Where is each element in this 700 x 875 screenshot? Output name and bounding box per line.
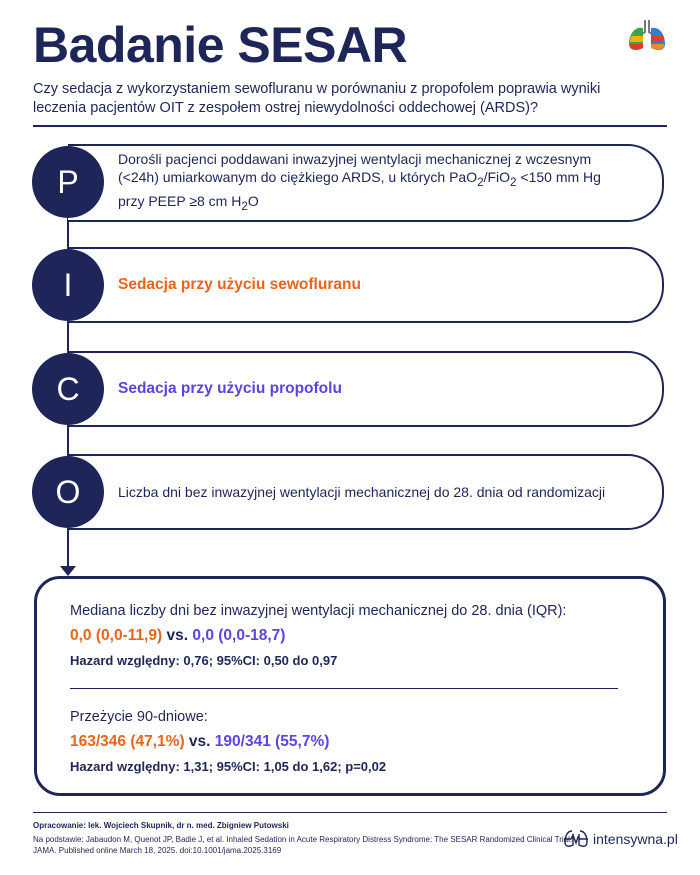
vfd-hazard-ratio: Hazard względny: 0,76; 95%CI: 0,50 do 0,97 <box>70 653 338 668</box>
research-question: Czy sedacja z wykorzystaniem sewofluranu w porównaniu z propofolem poprawia wyniki leczenia pacjentów OIT z zespołem ostrej niewydolności oddechowej (ARDS)? <box>33 81 601 116</box>
survival-propofol-value: 190/341 (55,7%) <box>214 733 330 750</box>
survival-sevoflurane-value: 163/346 (47,1%) <box>70 733 185 750</box>
vs-label: vs. <box>166 627 189 644</box>
vfd-propofol-value: 0,0 (0,0-18,7) <box>192 627 286 644</box>
brand-name: intensywna.pl <box>593 831 678 847</box>
results-box <box>34 576 666 796</box>
header-divider <box>33 125 667 127</box>
intervention-text: Sedacja przy użyciu sewofluranu <box>118 276 361 293</box>
pico-comparison-box <box>68 351 664 427</box>
pico-outcome-box <box>68 454 664 530</box>
arrow-down-icon <box>60 566 76 576</box>
page-title: Badanie SESAR <box>33 17 408 73</box>
pico-population-box <box>68 144 664 222</box>
vfd-sevoflurane-value: 0,0 (0,0-11,9) <box>70 627 163 644</box>
results-divider <box>70 688 618 689</box>
vfd-comparison <box>70 627 285 645</box>
pico-letter-p: P <box>32 146 104 218</box>
footer-reference-line2: JAMA. Published online March 18, 2025. doi:10.1001/jama.2025.3169 <box>33 846 282 855</box>
footer-divider <box>33 812 667 813</box>
pico-letter-i: I <box>32 249 104 321</box>
pico-intervention-box <box>68 247 664 323</box>
lungs-logo-icon <box>625 14 669 58</box>
vfd-label: Mediana liczby dni bez inwazyjnej wentylacji mechanicznej do 28. dnia (IQR): <box>70 603 567 619</box>
footer-authors: Opracowanie: lek. Wojciech Skupnik, dr n. med. Zbigniew Putowski <box>33 821 289 830</box>
brand[interactable] <box>563 828 678 850</box>
survival-label: Przeżycie 90-dniowe: <box>70 709 208 725</box>
vs-label: vs. <box>188 733 211 750</box>
heartbeat-lungs-icon <box>563 828 589 850</box>
footer-reference-line1: Na podstawie: Jabaudon M, Quenot JP, Badie J, et al. Inhaled Sedation in Acute Respiratory Distress Syndrome: The SESAR Randomized Clinical Trial. <box>33 835 573 844</box>
pico-letter-c: C <box>32 353 104 425</box>
survival-hazard-ratio: Hazard względny: 1,31; 95%CI: 1,05 do 1,62; p=0,02 <box>70 759 387 774</box>
comparison-text: Sedacja przy użyciu propofolu <box>118 380 342 397</box>
survival-comparison <box>70 733 329 751</box>
pico-letter-o: O <box>32 456 104 528</box>
population-text: Dorośli pacjenci poddawani inwazyjnej wentylacji mechanicznej z wczesnym (<24h) umiarkowanym do ciężkiego ARDS, u których PaO$_2$/FiO$_2$ <150 mm Hg przy PEEP ≥8 cm $H_2O$ <box>118 151 601 213</box>
outcome-text: Liczba dni bez inwazyjnej wentylacji mechanicznej do 28. dnia od randomizacji <box>118 484 606 500</box>
